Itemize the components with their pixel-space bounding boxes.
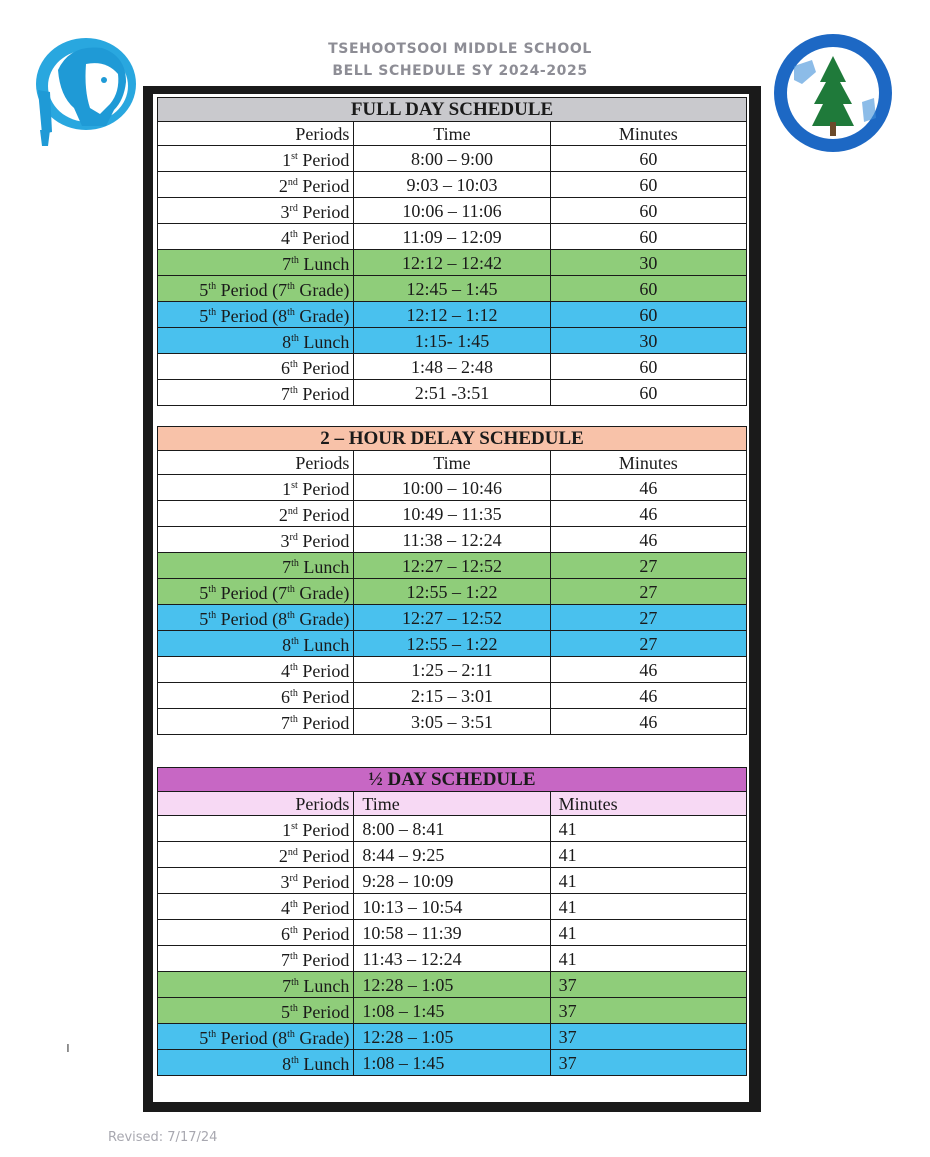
period-number: 3 xyxy=(280,531,290,551)
minutes-cell: 37 xyxy=(550,998,746,1024)
header-row xyxy=(158,792,747,816)
period-name: Period xyxy=(302,713,350,733)
half-day-schedule xyxy=(157,767,747,1076)
table-row xyxy=(158,276,747,302)
period-number: 7 xyxy=(282,254,292,274)
period-number: 5 xyxy=(199,1028,209,1048)
period-name: Period xyxy=(302,150,350,170)
period-number: 3 xyxy=(280,872,290,892)
period-cell xyxy=(158,998,354,1024)
grade-label: Grade) xyxy=(299,609,350,629)
period-cell xyxy=(158,380,354,406)
period-cell xyxy=(158,657,354,683)
time-cell: 1:08 – 1:45 xyxy=(354,998,550,1024)
time-cell: 10:13 – 10:54 xyxy=(354,894,550,920)
period-cell xyxy=(158,198,354,224)
title-row xyxy=(158,427,747,451)
grade-label: Grade) xyxy=(299,583,350,603)
period-name: Period xyxy=(302,228,350,248)
table-row xyxy=(158,894,747,920)
ordinal-suffix: th xyxy=(290,359,298,370)
table-row xyxy=(158,527,747,553)
period-number: 1 xyxy=(282,820,292,840)
ordinal-suffix: nd xyxy=(287,506,298,517)
period-cell xyxy=(158,894,354,920)
time-cell: 10:58 – 11:39 xyxy=(354,920,550,946)
time-cell: 1:25 – 2:11 xyxy=(354,657,550,683)
period-name: Lunch xyxy=(303,254,350,274)
ordinal-suffix: rd xyxy=(289,873,298,884)
table-row xyxy=(158,579,747,605)
ordinal-suffix: th xyxy=(208,610,217,621)
period-cell xyxy=(158,972,354,998)
minutes-cell: 30 xyxy=(550,250,746,276)
time-cell: 8:00 – 8:41 xyxy=(354,816,550,842)
period-cell xyxy=(158,328,354,354)
time-cell: 12:27 – 12:52 xyxy=(354,605,550,631)
period-number: 7 xyxy=(282,557,292,577)
time-cell: 3:05 – 3:51 xyxy=(354,709,550,735)
period-cell xyxy=(158,631,354,657)
period-name: Period xyxy=(302,872,350,892)
period-cell xyxy=(158,683,354,709)
minutes-cell: 37 xyxy=(550,1050,746,1076)
period-cell xyxy=(158,354,354,380)
period-name: Period xyxy=(302,531,350,551)
time-cell: 12:55 – 1:22 xyxy=(354,579,550,605)
period-cell xyxy=(158,709,354,735)
period-cell xyxy=(158,302,354,328)
ordinal-suffix: th xyxy=(208,584,217,595)
minutes-cell: 41 xyxy=(550,920,746,946)
title-row xyxy=(158,768,747,792)
minutes-cell: 27 xyxy=(550,579,746,605)
minutes-cell: 46 xyxy=(550,501,746,527)
period-name: Period (8 xyxy=(220,1028,288,1048)
minutes-cell: 37 xyxy=(550,972,746,998)
period-cell xyxy=(158,579,354,605)
minutes-cell: 60 xyxy=(550,380,746,406)
time-cell: 11:09 – 12:09 xyxy=(354,224,550,250)
grade-ordinal-suffix: th xyxy=(287,1029,295,1040)
period-name: Period xyxy=(302,950,350,970)
period-cell xyxy=(158,172,354,198)
period-number: 5 xyxy=(281,1002,291,1022)
period-cell xyxy=(158,224,354,250)
time-cell: 12:45 – 1:45 xyxy=(354,276,550,302)
period-number: 6 xyxy=(281,924,291,944)
ordinal-suffix: th xyxy=(291,977,299,988)
grade-ordinal-suffix: th xyxy=(287,281,295,292)
period-name: Period xyxy=(302,820,350,840)
ordinal-suffix: th xyxy=(291,558,299,569)
table-row xyxy=(158,380,747,406)
schedule-title: ½ DAY SCHEDULE xyxy=(158,768,747,792)
period-number: 5 xyxy=(199,306,209,326)
time-cell: 11:38 – 12:24 xyxy=(354,527,550,553)
minutes-cell: 60 xyxy=(550,276,746,302)
period-name: Period xyxy=(302,176,350,196)
schedule-frame xyxy=(143,86,761,1112)
column-header: Time xyxy=(354,122,550,146)
time-cell: 12:27 – 12:52 xyxy=(354,553,550,579)
full_day-table xyxy=(157,97,747,406)
minutes-cell: 27 xyxy=(550,631,746,657)
period-number: 6 xyxy=(281,358,291,378)
minutes-cell: 46 xyxy=(550,475,746,501)
minutes-cell: 46 xyxy=(550,527,746,553)
period-name: Lunch xyxy=(303,635,350,655)
grade-label: Grade) xyxy=(299,280,350,300)
ordinal-suffix: rd xyxy=(289,203,298,214)
table-row xyxy=(158,631,747,657)
table-row xyxy=(158,657,747,683)
minutes-cell: 60 xyxy=(550,172,746,198)
time-cell: 8:44 – 9:25 xyxy=(354,842,550,868)
time-cell: 10:06 – 11:06 xyxy=(354,198,550,224)
period-number: 2 xyxy=(278,505,288,525)
table-row xyxy=(158,868,747,894)
time-cell: 12:12 – 1:12 xyxy=(354,302,550,328)
period-number: 2 xyxy=(278,176,288,196)
period-name: Period xyxy=(302,384,350,404)
table-row xyxy=(158,972,747,998)
period-name: Period xyxy=(302,479,350,499)
period-number: 8 xyxy=(282,332,292,352)
ordinal-suffix: th xyxy=(208,1029,217,1040)
period-number: 1 xyxy=(282,479,292,499)
period-name: Period xyxy=(302,898,350,918)
time-cell: 8:00 – 9:00 xyxy=(354,146,550,172)
time-cell: 10:49 – 11:35 xyxy=(354,501,550,527)
period-number: 5 xyxy=(199,280,209,300)
grade-label: Grade) xyxy=(299,1028,350,1048)
minutes-cell: 60 xyxy=(550,302,746,328)
period-cell xyxy=(158,553,354,579)
time-cell: 12:28 – 1:05 xyxy=(354,1024,550,1050)
period-name: Period xyxy=(302,1002,350,1022)
table-row xyxy=(158,172,747,198)
period-cell xyxy=(158,605,354,631)
period-name: Period (7 xyxy=(220,583,288,603)
table-row xyxy=(158,998,747,1024)
time-cell: 11:43 – 12:24 xyxy=(354,946,550,972)
table-row xyxy=(158,553,747,579)
table-row xyxy=(158,302,747,328)
ordinal-suffix: th xyxy=(290,385,298,396)
table-row xyxy=(158,328,747,354)
ordinal-suffix: th xyxy=(208,281,217,292)
period-cell xyxy=(158,501,354,527)
period-name: Period xyxy=(302,687,350,707)
period-number: 7 xyxy=(281,384,291,404)
half_day-table xyxy=(157,767,747,1076)
period-number: 8 xyxy=(282,635,292,655)
table-row xyxy=(158,1024,747,1050)
period-name: Period xyxy=(302,505,350,525)
time-cell: 2:51 -3:51 xyxy=(354,380,550,406)
column-header: Periods xyxy=(158,792,354,816)
period-cell xyxy=(158,276,354,302)
ordinal-suffix: th xyxy=(290,1003,298,1014)
period-cell xyxy=(158,946,354,972)
period-cell xyxy=(158,1050,354,1076)
minutes-cell: 27 xyxy=(550,605,746,631)
table-row xyxy=(158,683,747,709)
title-row xyxy=(158,98,747,122)
time-cell: 12:55 – 1:22 xyxy=(354,631,550,657)
grade-ordinal-suffix: th xyxy=(287,584,295,595)
period-number: 7 xyxy=(281,950,291,970)
table-row xyxy=(158,816,747,842)
period-number: 8 xyxy=(282,1054,292,1074)
ordinal-suffix: st xyxy=(291,480,298,491)
column-header: Time xyxy=(354,792,550,816)
time-cell: 12:12 – 12:42 xyxy=(354,250,550,276)
table-row xyxy=(158,501,747,527)
school-name: TSEHOOTSOOI MIDDLE SCHOOL xyxy=(328,41,592,57)
period-cell xyxy=(158,920,354,946)
period-name: Period xyxy=(302,202,350,222)
period-cell xyxy=(158,146,354,172)
scan-speck: ı xyxy=(66,1040,70,1056)
period-number: 6 xyxy=(281,687,291,707)
period-name: Period (7 xyxy=(220,280,288,300)
period-name: Period xyxy=(302,846,350,866)
time-cell: 12:28 – 1:05 xyxy=(354,972,550,998)
period-number: 4 xyxy=(281,661,291,681)
period-cell xyxy=(158,250,354,276)
minutes-cell: 60 xyxy=(550,198,746,224)
period-cell xyxy=(158,475,354,501)
delay-table xyxy=(157,426,747,735)
time-cell: 9:03 – 10:03 xyxy=(354,172,550,198)
period-name: Period (8 xyxy=(220,306,288,326)
column-header: Time xyxy=(354,451,550,475)
column-header: Minutes xyxy=(550,451,746,475)
minutes-cell: 41 xyxy=(550,816,746,842)
table-row xyxy=(158,224,747,250)
period-cell xyxy=(158,868,354,894)
ordinal-suffix: th xyxy=(208,307,217,318)
time-cell: 10:00 – 10:46 xyxy=(354,475,550,501)
header-row xyxy=(158,122,747,146)
column-header: Periods xyxy=(158,451,354,475)
minutes-cell: 27 xyxy=(550,553,746,579)
column-header: Periods xyxy=(158,122,354,146)
table-row xyxy=(158,475,747,501)
ordinal-suffix: st xyxy=(291,151,298,162)
period-number: 5 xyxy=(199,583,209,603)
period-cell xyxy=(158,816,354,842)
time-cell: 1:08 – 1:45 xyxy=(354,1050,550,1076)
minutes-cell: 60 xyxy=(550,146,746,172)
ordinal-suffix: th xyxy=(290,688,298,699)
full-day-schedule xyxy=(157,97,747,406)
table-row xyxy=(158,354,747,380)
ordinal-suffix: rd xyxy=(289,532,298,543)
minutes-cell: 60 xyxy=(550,354,746,380)
grade-ordinal-suffix: th xyxy=(287,307,295,318)
period-name: Lunch xyxy=(303,557,350,577)
table-row xyxy=(158,842,747,868)
ordinal-suffix: th xyxy=(290,899,298,910)
ordinal-suffix: th xyxy=(290,662,298,673)
period-name: Lunch xyxy=(303,1054,350,1074)
table-row xyxy=(158,605,747,631)
period-cell xyxy=(158,1024,354,1050)
time-cell: 1:15- 1:45 xyxy=(354,328,550,354)
ordinal-suffix: th xyxy=(290,229,298,240)
minutes-cell: 41 xyxy=(550,842,746,868)
minutes-cell: 46 xyxy=(550,709,746,735)
school-mascot-logo xyxy=(30,30,142,150)
table-row xyxy=(158,250,747,276)
district-seal-logo xyxy=(772,32,894,154)
period-number: 5 xyxy=(199,609,209,629)
ordinal-suffix: nd xyxy=(287,847,298,858)
ordinal-suffix: th xyxy=(291,255,299,266)
minutes-cell: 41 xyxy=(550,946,746,972)
column-header: Minutes xyxy=(550,792,746,816)
period-name: Period xyxy=(302,661,350,681)
minutes-cell: 46 xyxy=(550,683,746,709)
period-number: 4 xyxy=(281,228,291,248)
minutes-cell: 60 xyxy=(550,224,746,250)
column-header: Minutes xyxy=(550,122,746,146)
ordinal-suffix: st xyxy=(291,821,298,832)
period-cell xyxy=(158,842,354,868)
period-number: 2 xyxy=(278,846,288,866)
time-cell: 9:28 – 10:09 xyxy=(354,868,550,894)
schedule-year: BELL SCHEDULE SY 2024-2025 xyxy=(332,63,588,79)
period-name: Period xyxy=(302,358,350,378)
time-cell: 1:48 – 2:48 xyxy=(354,354,550,380)
period-cell xyxy=(158,527,354,553)
revised-date: Revised: 7/17/24 xyxy=(108,1130,218,1145)
period-number: 4 xyxy=(281,898,291,918)
grade-ordinal-suffix: th xyxy=(287,610,295,621)
period-name: Lunch xyxy=(303,976,350,996)
ordinal-suffix: th xyxy=(291,636,299,647)
time-cell: 2:15 – 3:01 xyxy=(354,683,550,709)
ordinal-suffix: th xyxy=(291,333,299,344)
ordinal-suffix: nd xyxy=(287,177,298,188)
table-row xyxy=(158,709,747,735)
period-name: Lunch xyxy=(303,332,350,352)
ordinal-suffix: th xyxy=(290,951,298,962)
grade-label: Grade) xyxy=(299,306,350,326)
table-row xyxy=(158,1050,747,1076)
period-number: 3 xyxy=(280,202,290,222)
period-number: 7 xyxy=(281,713,291,733)
table-row xyxy=(158,946,747,972)
delay-schedule xyxy=(157,426,747,735)
header-row xyxy=(158,451,747,475)
period-number: 7 xyxy=(282,976,292,996)
minutes-cell: 46 xyxy=(550,657,746,683)
schedule-title: 2 – HOUR DELAY SCHEDULE xyxy=(158,427,747,451)
table-row xyxy=(158,198,747,224)
minutes-cell: 37 xyxy=(550,1024,746,1050)
minutes-cell: 41 xyxy=(550,894,746,920)
table-row xyxy=(158,920,747,946)
period-number: 1 xyxy=(282,150,292,170)
period-name: Period xyxy=(302,924,350,944)
table-row xyxy=(158,146,747,172)
minutes-cell: 41 xyxy=(550,868,746,894)
ordinal-suffix: th xyxy=(290,925,298,936)
ordinal-suffix: th xyxy=(290,714,298,725)
ordinal-suffix: th xyxy=(291,1055,299,1066)
schedule-title: FULL DAY SCHEDULE xyxy=(158,98,747,122)
minutes-cell: 30 xyxy=(550,328,746,354)
period-name: Period (8 xyxy=(220,609,288,629)
